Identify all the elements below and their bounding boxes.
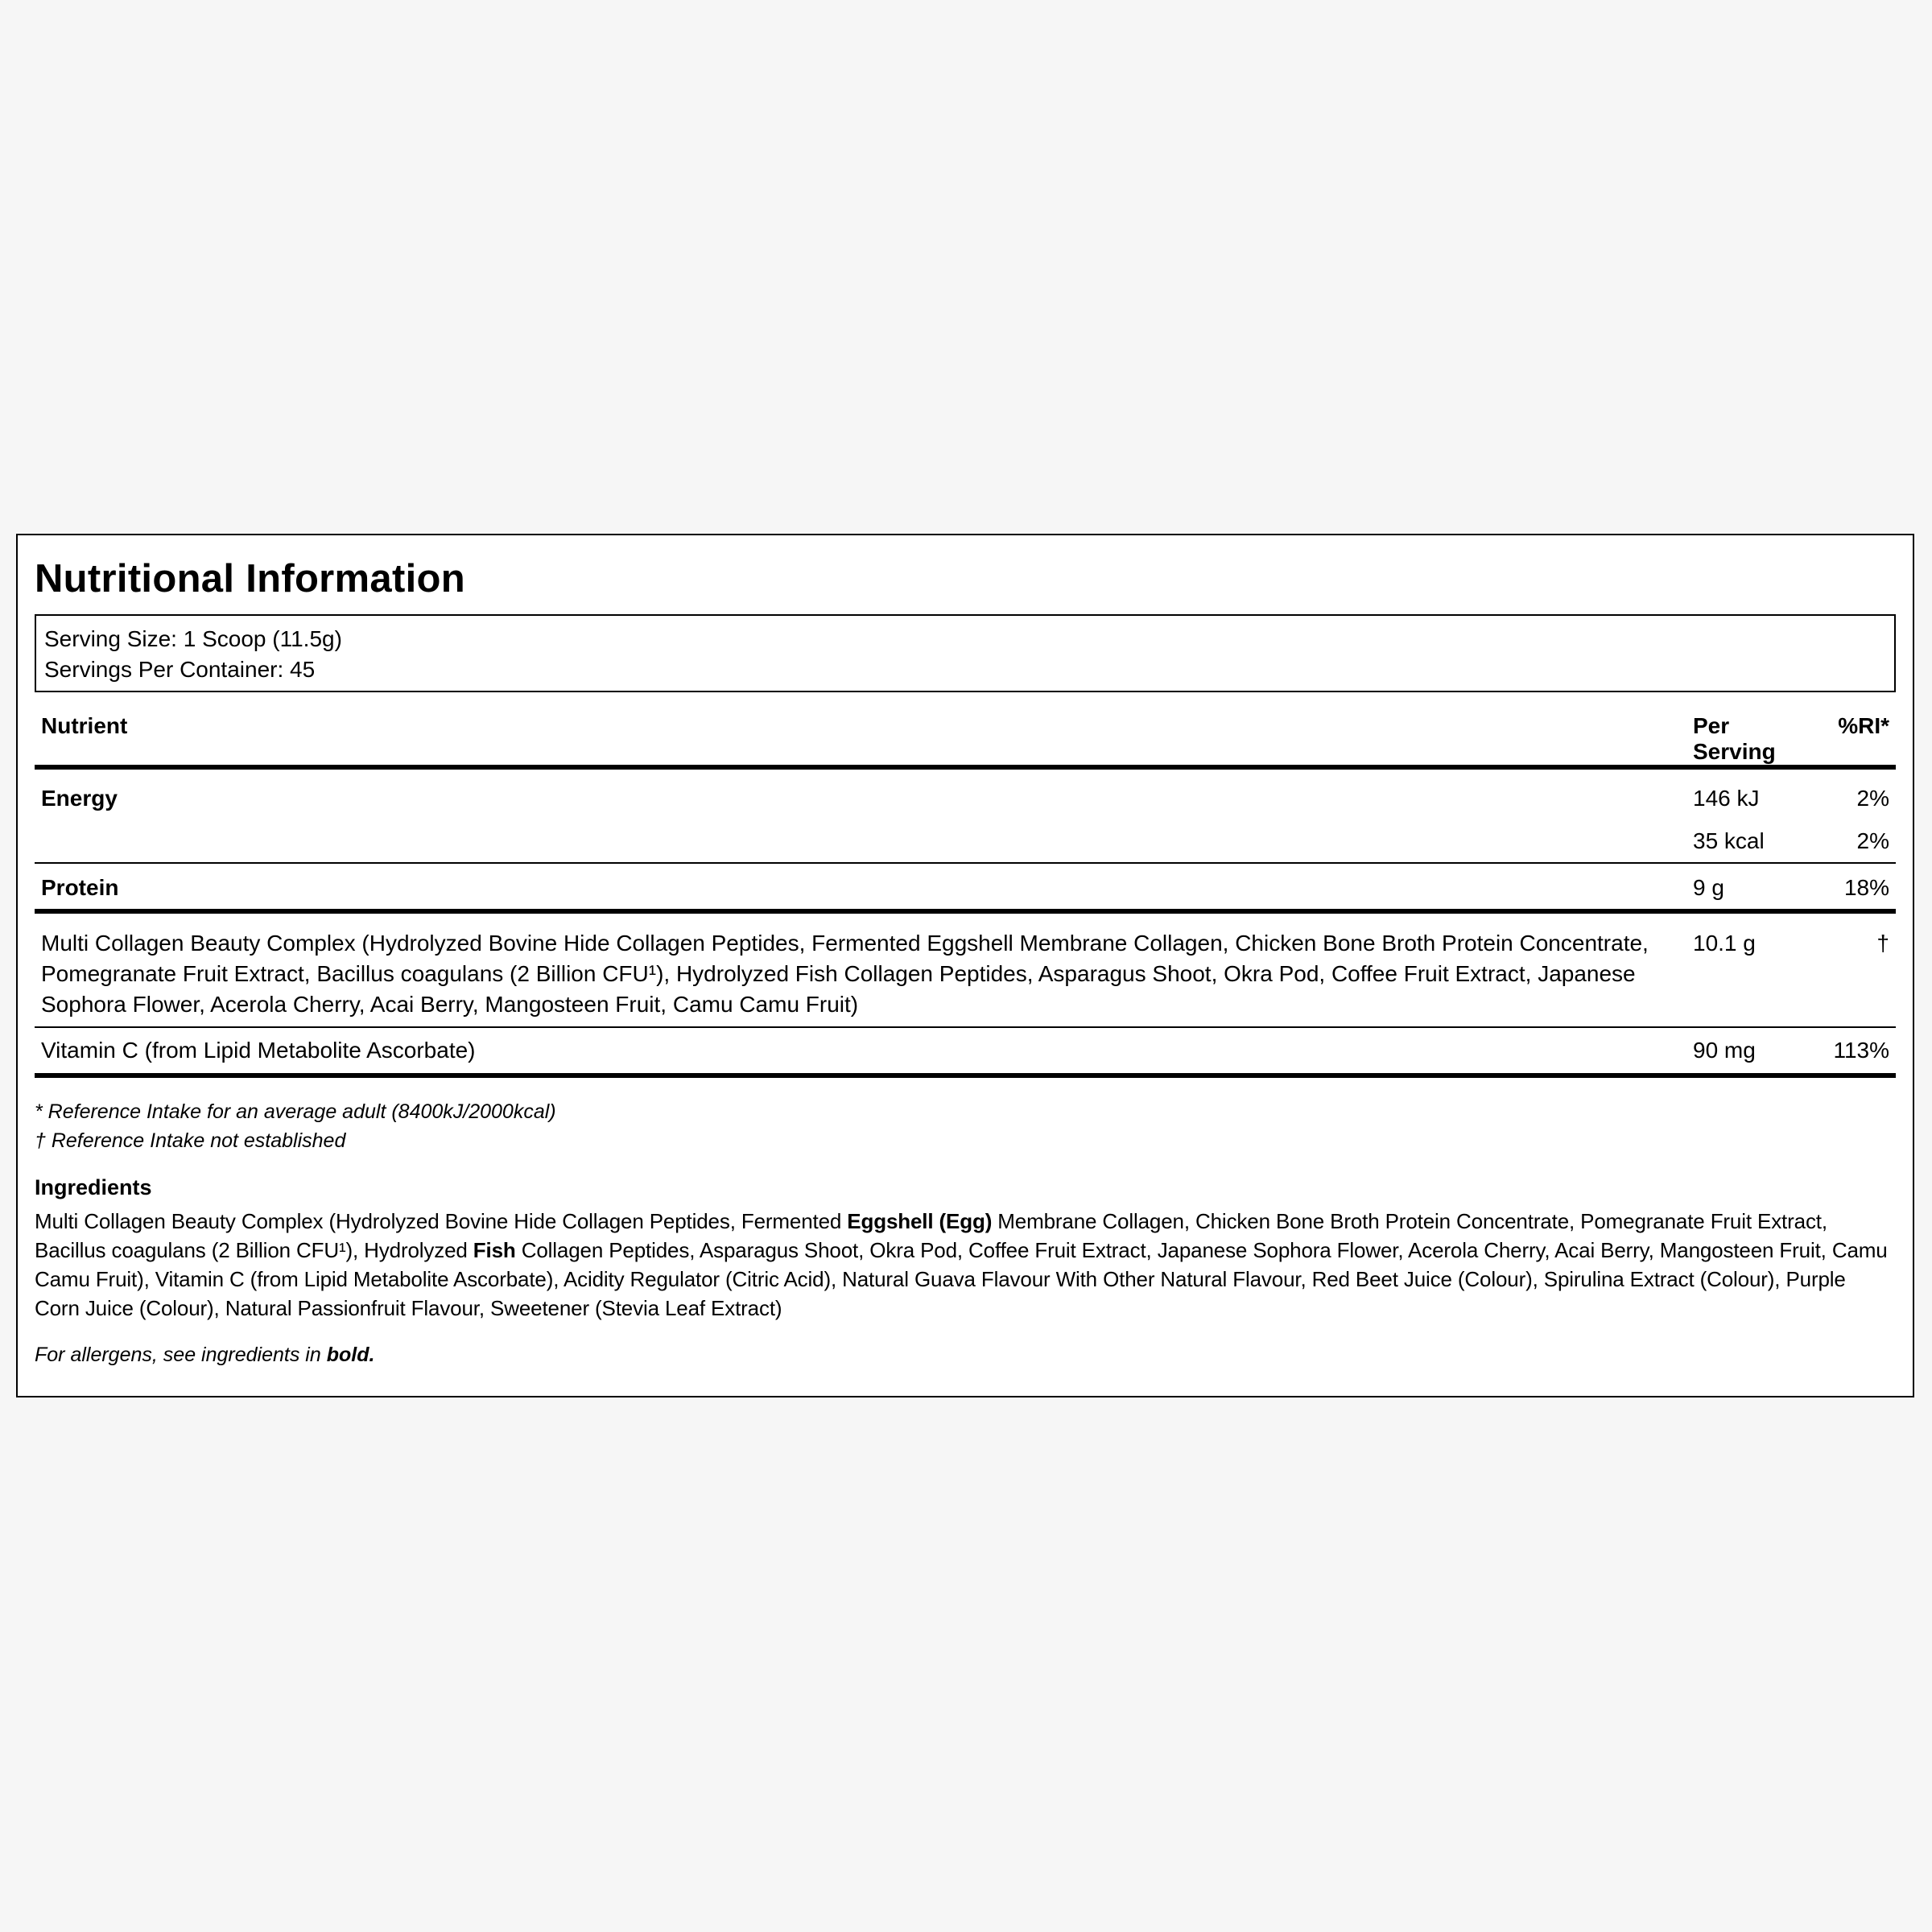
allergen-highlight: Eggshell (Egg) bbox=[847, 1209, 993, 1233]
serving-size: Serving Size: 1 Scoop (11.5g) bbox=[44, 626, 342, 651]
allergen-note-text: For allergens, see ingredients in bbox=[35, 1344, 327, 1366]
ingredients-part: Collagen Peptides, Asparagus Shoot, Okra Pod, Coffee Fruit Extract, Japanese Sophora Flower, Acerola Cherry, Acai Berry, Mangosteen Fruit, Camu Camu Fruit), Vitamin C (from Lipid Metabolite Ascorbate), Acidity Regulator (Citric Acid), Natural Guava Flavour With Other Natural Flavour, Red Beet Juice (Colour), Spirulina Extract (Colour), Purple Corn Juice (Colour), Natural Passionfruit Flavour, Sweetener (Stevia Leaf Extract) bbox=[35, 1238, 1888, 1320]
nutrient-name: Protein bbox=[35, 863, 1686, 911]
nutrient-amount: 9 g bbox=[1686, 863, 1823, 911]
nutrient-ri: 2% bbox=[1856, 786, 1889, 811]
header-ri: %RI* bbox=[1823, 708, 1896, 767]
table-row bbox=[35, 1027, 1896, 1075]
table-row bbox=[35, 767, 1896, 813]
nutrient-amount: 146 kJ bbox=[1693, 786, 1760, 811]
table-header-row bbox=[35, 708, 1896, 767]
nutrient-ri: 2% bbox=[1823, 813, 1896, 863]
nutrient-ri: † bbox=[1823, 911, 1896, 1027]
table-row bbox=[35, 863, 1896, 911]
header-nutrient: Nutrient bbox=[35, 708, 1686, 767]
nutrient-name: Energy bbox=[41, 786, 118, 811]
nutrient-ri: 18% bbox=[1823, 863, 1896, 911]
nutrient-ri: 113% bbox=[1823, 1027, 1896, 1075]
ingredients-text bbox=[35, 1207, 1896, 1323]
footnote-reference-intake: * Reference Intake for an average adult (8400kJ/2000kcal) bbox=[35, 1100, 556, 1123]
ingredients-heading: Ingredients bbox=[35, 1175, 152, 1199]
header-per-serving: Per Serving bbox=[1686, 708, 1823, 767]
serving-info-box bbox=[35, 614, 1896, 692]
nutrition-label bbox=[16, 534, 1914, 1397]
footnote-not-established: † Reference Intake not established bbox=[35, 1129, 346, 1152]
allergen-note bbox=[35, 1340, 1896, 1369]
table-row bbox=[35, 813, 1896, 863]
nutrition-table bbox=[35, 708, 1896, 1078]
ingredients-part: Multi Collagen Beauty Complex (Hydrolyzed Bovine Hide Collagen Peptides, Fermented bbox=[35, 1209, 848, 1233]
table-row bbox=[35, 911, 1896, 1027]
nutrient-name-empty bbox=[35, 813, 1686, 863]
nutrient-amount: 90 mg bbox=[1686, 1027, 1823, 1075]
allergen-note-bold: bold. bbox=[326, 1344, 375, 1366]
label-title: Nutritional Information bbox=[35, 557, 465, 601]
allergen-highlight: Fish bbox=[473, 1238, 516, 1262]
footnotes bbox=[35, 1097, 1896, 1155]
nutrient-name: Vitamin C (from Lipid Metabolite Ascorbate) bbox=[35, 1027, 1686, 1075]
servings-per-container: Servings Per Container: 45 bbox=[44, 657, 316, 682]
ingredients-part: Membrane Collagen, Chicken Bone Broth Protein Concentrate, Pomegranate Fruit Extract, Bacillus coagulans (2 Billion CFU¹), Hydrolyzed bbox=[35, 1209, 1827, 1262]
nutrient-amount: 35 kcal bbox=[1686, 813, 1823, 863]
nutrient-amount: 10.1 g bbox=[1686, 911, 1823, 1027]
nutrient-name: Multi Collagen Beauty Complex (Hydrolyzed Bovine Hide Collagen Peptides, Fermented Eggshell Membrane Collagen, Chicken Bone Broth Protein Concentrate, Pomegranate Fruit Extract, Bacillus coagulans (2 Billion CFU¹), Hydrolyzed Fish Collagen Peptides, Asparagus Shoot, Okra Pod, Coffee Fruit Extract, Japanese Sophora Flower, Acerola Cherry, Acai Berry, Mangosteen Fruit, Camu Camu Fruit) bbox=[35, 911, 1686, 1027]
